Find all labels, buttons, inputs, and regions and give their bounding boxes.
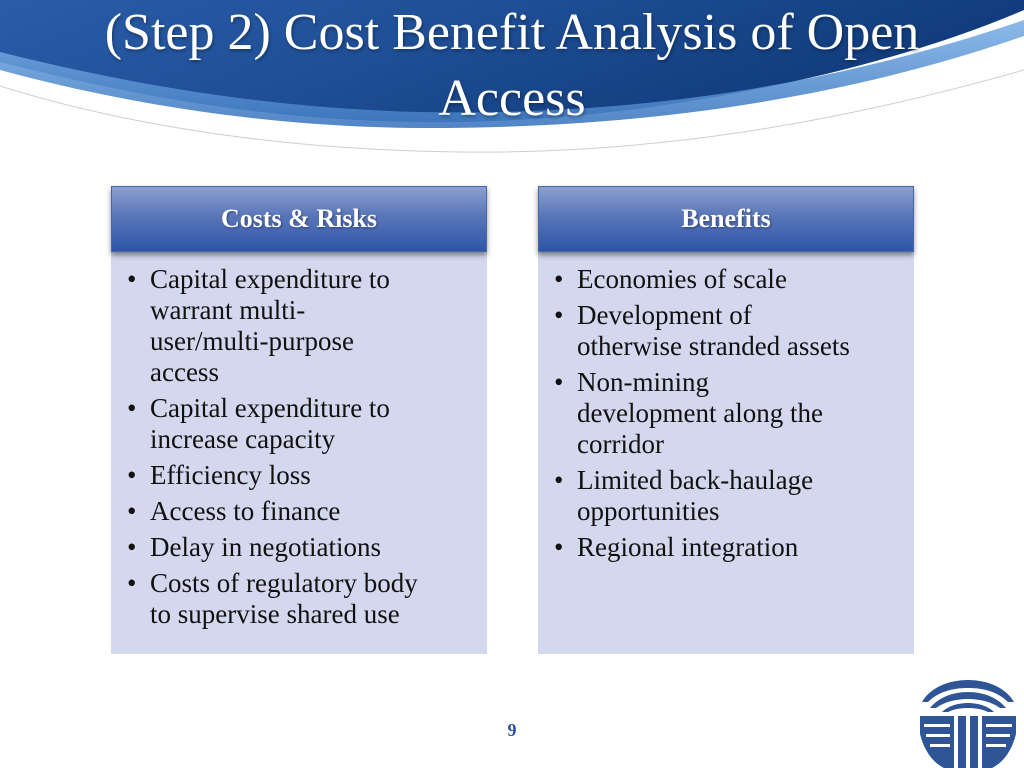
bullet-icon: •: [554, 300, 564, 330]
list-item-text: Delay in negotiations: [150, 532, 381, 562]
list-item-text: opportunities: [577, 496, 720, 526]
bullet-icon: •: [554, 367, 564, 397]
list-item: [125, 264, 465, 388]
bullet-icon: •: [127, 568, 137, 598]
slide-title-line-2: Access: [438, 70, 586, 127]
list-item-text: Costs of regulatory body: [150, 568, 418, 598]
list-item: [552, 367, 892, 460]
costs-risks-heading: Costs & Risks: [111, 186, 487, 252]
bullet-icon: •: [554, 532, 564, 562]
benefits-panel: [538, 186, 914, 654]
bullet-icon: •: [127, 264, 137, 294]
list-item-text: access: [150, 357, 219, 387]
list-item-text: Capital expenditure to: [150, 264, 390, 294]
benefits-body: [538, 252, 914, 654]
list-item: [125, 393, 465, 455]
list-item: [552, 264, 892, 295]
benefits-list: [552, 264, 892, 563]
list-item-text: development along the: [577, 398, 823, 428]
bullet-icon: •: [127, 460, 137, 490]
list-item: [552, 300, 892, 362]
list-item-text: corridor: [577, 429, 664, 459]
list-item-text: Limited back-haulage: [577, 465, 814, 495]
slide-title: [40, 0, 984, 132]
bullet-icon: •: [127, 532, 137, 562]
page-number: 9: [507, 720, 517, 740]
list-item: [125, 568, 465, 630]
list-item-text: to supervise shared use: [150, 599, 400, 629]
list-item: [125, 532, 465, 563]
list-item-text: increase capacity: [150, 424, 336, 454]
list-item-text: Access to finance: [150, 496, 341, 526]
list-item-text: warrant multi-: [150, 295, 306, 325]
list-item-text: Economies of scale: [577, 264, 787, 294]
logo-icon: [918, 672, 1018, 768]
list-item: [125, 496, 465, 527]
bullet-icon: •: [127, 496, 137, 526]
list-item: [125, 460, 465, 491]
list-item: [552, 532, 892, 563]
benefits-heading: Benefits: [538, 186, 914, 252]
list-item-text: Regional integration: [577, 532, 799, 562]
costs-risks-panel: [111, 186, 487, 654]
list-item-text: Efficiency loss: [150, 460, 311, 490]
slide-title-line-1: (Step 2) Cost Benefit Analysis of Open: [104, 4, 920, 61]
list-item-text: user/multi-purpose: [150, 326, 354, 356]
list-item: [552, 465, 892, 527]
costs-risks-list: [125, 264, 465, 630]
bullet-icon: •: [127, 393, 137, 423]
costs-risks-body: [111, 252, 487, 654]
list-item-text: Non-mining: [577, 367, 709, 397]
bullet-icon: •: [554, 264, 564, 294]
list-item-text: Development of: [577, 300, 752, 330]
bullet-icon: •: [554, 465, 564, 495]
list-item-text: Capital expenditure to: [150, 393, 390, 423]
list-item-text: otherwise stranded assets: [577, 331, 850, 361]
